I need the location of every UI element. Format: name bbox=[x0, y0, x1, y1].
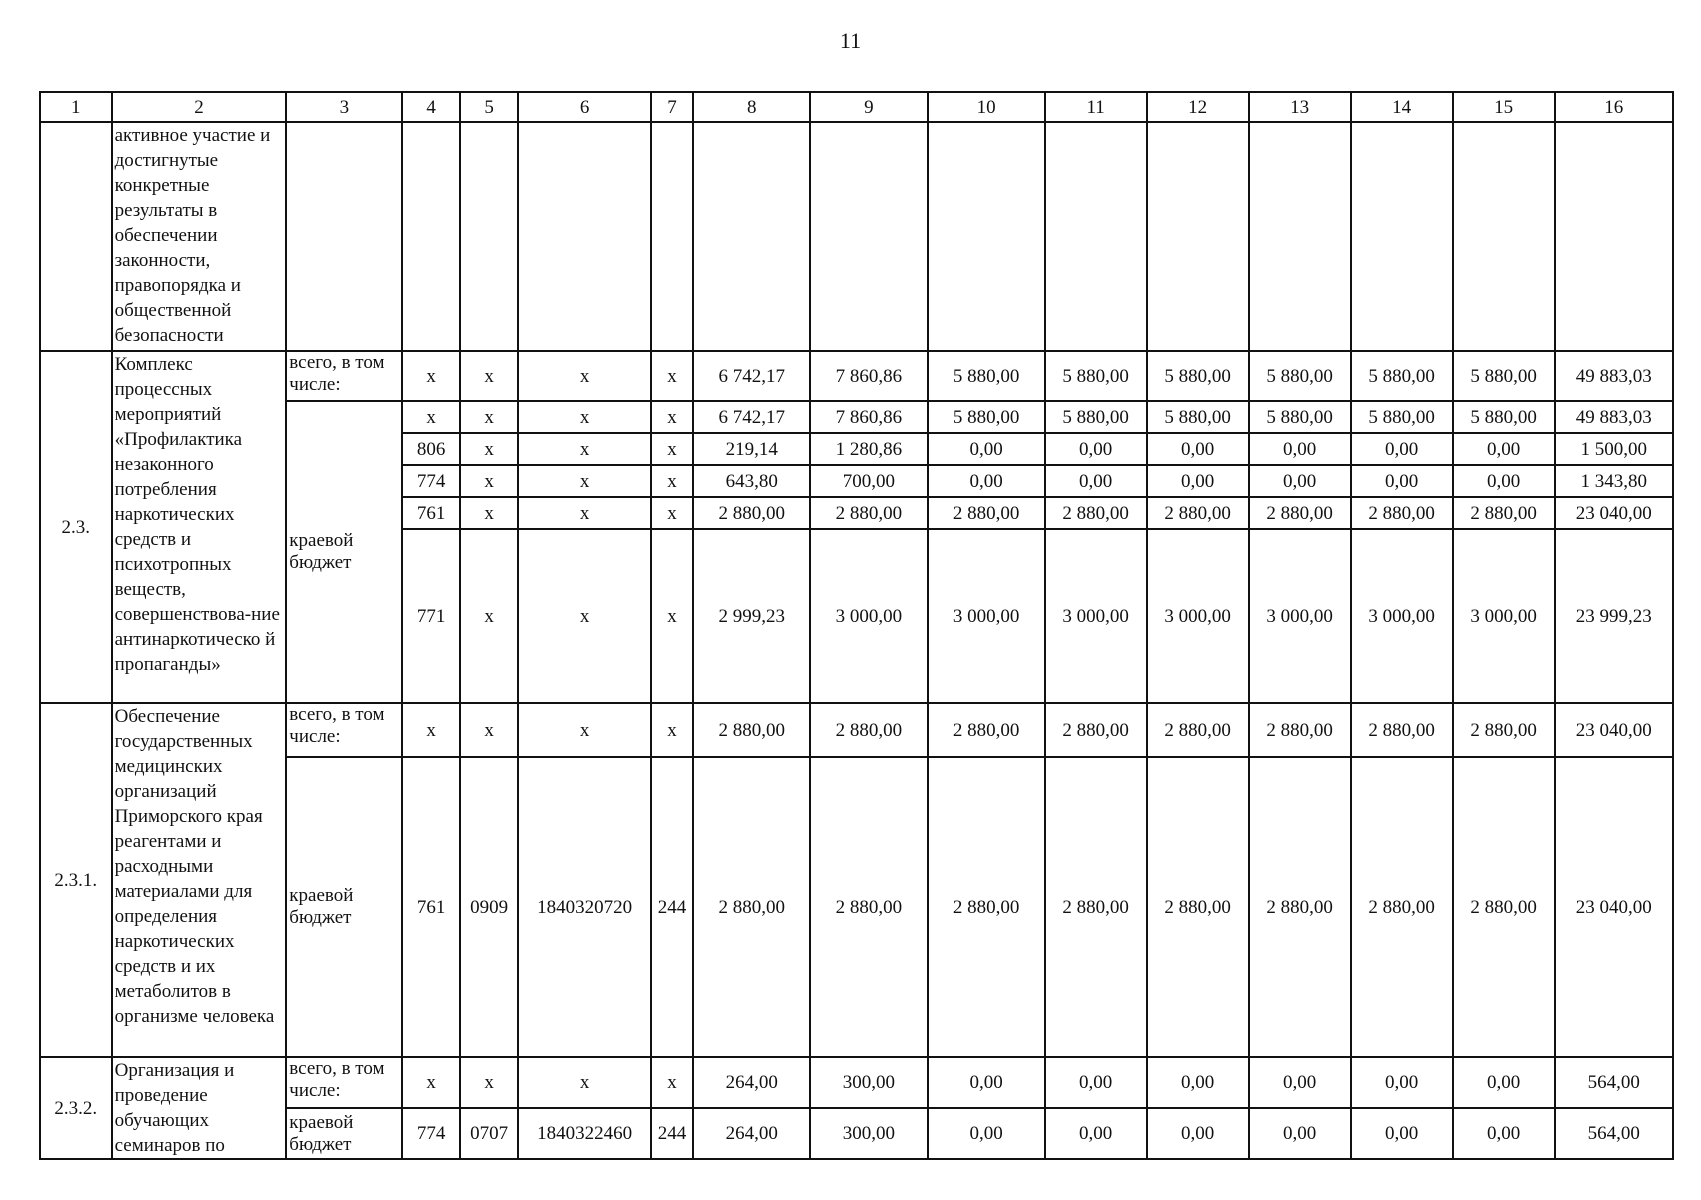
value-cell: x bbox=[402, 703, 460, 757]
empty-cell bbox=[1045, 122, 1147, 351]
value-cell: 761 bbox=[402, 757, 460, 1057]
value-cell: 2 880,00 bbox=[1045, 757, 1147, 1057]
value-cell: 0,00 bbox=[1147, 465, 1249, 497]
header-cell: 7 bbox=[651, 92, 693, 122]
value-cell: 2 880,00 bbox=[1147, 757, 1249, 1057]
empty-cell bbox=[1453, 122, 1555, 351]
section-description: Комплекс процессных мероприятий «Профилактика незаконного потребления наркотических средств и психотропных веществ, совершенствова-ние антинаркотическо й пропаганды» bbox=[112, 351, 287, 703]
value-cell: x bbox=[518, 529, 650, 703]
value-cell: 2 880,00 bbox=[1351, 757, 1453, 1057]
value-cell: 0,00 bbox=[1249, 433, 1351, 465]
value-cell: 0,00 bbox=[1351, 465, 1453, 497]
value-cell: 2 880,00 bbox=[928, 703, 1045, 757]
value-cell: 264,00 bbox=[693, 1108, 810, 1159]
value-cell: 2 880,00 bbox=[1453, 497, 1555, 529]
total-label: всего, в том числе: bbox=[286, 1057, 402, 1108]
value-cell: 0,00 bbox=[1351, 1108, 1453, 1159]
value-cell: 1 280,86 bbox=[810, 433, 927, 465]
section-description: Организация и проведение обучающих семинаров по bbox=[112, 1057, 287, 1159]
value-cell: 0,00 bbox=[928, 1108, 1045, 1159]
value-cell: x bbox=[460, 703, 519, 757]
value-cell: 5 880,00 bbox=[1453, 401, 1555, 433]
value-cell: 5 880,00 bbox=[928, 401, 1045, 433]
value-cell: 0,00 bbox=[1249, 465, 1351, 497]
value-cell: x bbox=[460, 433, 519, 465]
header-cell: 14 bbox=[1351, 92, 1453, 122]
value-cell: 0,00 bbox=[1453, 1057, 1555, 1108]
value-cell: 0,00 bbox=[1453, 433, 1555, 465]
page-number: 11 bbox=[839, 28, 862, 53]
value-cell: 3 000,00 bbox=[1147, 529, 1249, 703]
value-cell: 2 880,00 bbox=[1351, 497, 1453, 529]
value-cell: 1840322460 bbox=[518, 1108, 650, 1159]
value-cell: 23 040,00 bbox=[1555, 497, 1673, 529]
value-cell: 0707 bbox=[460, 1108, 519, 1159]
value-cell: 2 880,00 bbox=[693, 703, 810, 757]
value-cell: 771 bbox=[402, 529, 460, 703]
value-cell: 5 880,00 bbox=[1351, 351, 1453, 401]
value-cell: x bbox=[460, 351, 519, 401]
value-cell: 1 500,00 bbox=[1555, 433, 1673, 465]
value-cell: 264,00 bbox=[693, 1057, 810, 1108]
empty-cell bbox=[40, 122, 112, 351]
value-cell: 219,14 bbox=[693, 433, 810, 465]
header-cell: 16 bbox=[1555, 92, 1673, 122]
value-cell: x bbox=[460, 1057, 519, 1108]
value-cell: x bbox=[460, 529, 519, 703]
value-cell: 5 880,00 bbox=[1249, 351, 1351, 401]
value-cell: x bbox=[651, 1057, 693, 1108]
value-cell: 3 000,00 bbox=[1453, 529, 1555, 703]
value-cell: 5 880,00 bbox=[1147, 351, 1249, 401]
section-id: 2.3.1. bbox=[40, 703, 112, 1057]
total-label: всего, в том числе: bbox=[286, 351, 402, 401]
value-cell: 300,00 bbox=[810, 1108, 927, 1159]
value-cell: 2 880,00 bbox=[1351, 703, 1453, 757]
value-cell: 23 999,23 bbox=[1555, 529, 1673, 703]
value-cell: 806 bbox=[402, 433, 460, 465]
value-cell: 2 880,00 bbox=[1453, 757, 1555, 1057]
value-cell: x bbox=[518, 465, 650, 497]
value-cell: 0,00 bbox=[1147, 1108, 1249, 1159]
value-cell: x bbox=[518, 497, 650, 529]
value-cell: x bbox=[460, 401, 519, 433]
value-cell: 5 880,00 bbox=[1045, 351, 1147, 401]
value-cell: 643,80 bbox=[693, 465, 810, 497]
value-cell: 2 880,00 bbox=[928, 757, 1045, 1057]
empty-cell bbox=[1249, 122, 1351, 351]
value-cell: 2 880,00 bbox=[1249, 497, 1351, 529]
empty-cell bbox=[693, 122, 810, 351]
empty-cell bbox=[518, 122, 650, 351]
value-cell: 2 880,00 bbox=[1453, 703, 1555, 757]
value-cell: x bbox=[402, 1057, 460, 1108]
value-cell: 7 860,86 bbox=[810, 401, 927, 433]
value-cell: 5 880,00 bbox=[928, 351, 1045, 401]
value-cell: 2 880,00 bbox=[810, 497, 927, 529]
value-cell: 0,00 bbox=[1351, 433, 1453, 465]
value-cell: 0,00 bbox=[1453, 1108, 1555, 1159]
empty-cell bbox=[286, 122, 402, 351]
value-cell: 774 bbox=[402, 465, 460, 497]
header-cell: 8 bbox=[693, 92, 810, 122]
header-cell: 6 bbox=[518, 92, 650, 122]
header-cell: 4 bbox=[402, 92, 460, 122]
value-cell: 0,00 bbox=[1147, 433, 1249, 465]
value-cell: 49 883,03 bbox=[1555, 401, 1673, 433]
value-cell: 2 880,00 bbox=[810, 757, 927, 1057]
value-cell: 5 880,00 bbox=[1147, 401, 1249, 433]
header-cell: 5 bbox=[460, 92, 519, 122]
value-cell: 6 742,17 bbox=[693, 401, 810, 433]
value-cell: x bbox=[518, 1057, 650, 1108]
header-cell: 12 bbox=[1147, 92, 1249, 122]
value-cell: x bbox=[651, 433, 693, 465]
value-cell: 774 bbox=[402, 1108, 460, 1159]
value-cell: 0,00 bbox=[1147, 1057, 1249, 1108]
value-cell: 1 343,80 bbox=[1555, 465, 1673, 497]
value-cell: x bbox=[518, 703, 650, 757]
total-label: всего, в том числе: bbox=[286, 703, 402, 757]
value-cell: 49 883,03 bbox=[1555, 351, 1673, 401]
value-cell: 0,00 bbox=[928, 465, 1045, 497]
value-cell: 5 880,00 bbox=[1249, 401, 1351, 433]
value-cell: x bbox=[651, 703, 693, 757]
empty-cell bbox=[651, 122, 693, 351]
value-cell: 5 880,00 bbox=[1045, 401, 1147, 433]
value-cell: 0,00 bbox=[1249, 1108, 1351, 1159]
value-cell: x bbox=[651, 351, 693, 401]
value-cell: 0,00 bbox=[1045, 433, 1147, 465]
value-cell: 564,00 bbox=[1555, 1057, 1673, 1108]
value-cell: 2 999,23 bbox=[693, 529, 810, 703]
value-cell: 23 040,00 bbox=[1555, 703, 1673, 757]
value-cell: 5 880,00 bbox=[1453, 351, 1555, 401]
value-cell: x bbox=[518, 433, 650, 465]
value-cell: 2 880,00 bbox=[928, 497, 1045, 529]
value-cell: x bbox=[460, 497, 519, 529]
empty-cell bbox=[1147, 122, 1249, 351]
empty-cell bbox=[402, 122, 460, 351]
value-cell: 0,00 bbox=[1249, 1057, 1351, 1108]
value-cell: 0,00 bbox=[928, 433, 1045, 465]
value-cell: 3 000,00 bbox=[1045, 529, 1147, 703]
value-cell: 3 000,00 bbox=[810, 529, 927, 703]
value-cell: 2 880,00 bbox=[1045, 497, 1147, 529]
value-cell: x bbox=[402, 401, 460, 433]
value-cell: x bbox=[460, 465, 519, 497]
value-cell: 700,00 bbox=[810, 465, 927, 497]
value-cell: 2 880,00 bbox=[1147, 703, 1249, 757]
value-cell: 300,00 bbox=[810, 1057, 927, 1108]
value-cell: x bbox=[651, 401, 693, 433]
value-cell: 2 880,00 bbox=[1147, 497, 1249, 529]
header-cell: 3 bbox=[286, 92, 402, 122]
section-id: 2.3.2. bbox=[40, 1057, 112, 1159]
header-cell: 15 bbox=[1453, 92, 1555, 122]
value-cell: 3 000,00 bbox=[928, 529, 1045, 703]
value-cell: 0,00 bbox=[1045, 1057, 1147, 1108]
continuation-description: активное участие и достигнутые конкретные результаты в обеспечении законности, правопорядка и общественной безопасности bbox=[112, 122, 287, 351]
value-cell: 7 860,86 bbox=[810, 351, 927, 401]
table-row bbox=[40, 351, 1673, 401]
value-cell: 0,00 bbox=[928, 1057, 1045, 1108]
empty-cell bbox=[928, 122, 1045, 351]
value-cell: 0,00 bbox=[1351, 1057, 1453, 1108]
header-row bbox=[40, 92, 1673, 122]
value-cell: 2 880,00 bbox=[1045, 703, 1147, 757]
empty-cell bbox=[1351, 122, 1453, 351]
value-cell: 5 880,00 bbox=[1351, 401, 1453, 433]
value-cell: 6 742,17 bbox=[693, 351, 810, 401]
value-cell: x bbox=[402, 351, 460, 401]
value-cell: 2 880,00 bbox=[693, 757, 810, 1057]
empty-cell bbox=[810, 122, 927, 351]
value-cell: x bbox=[518, 351, 650, 401]
value-cell: 761 bbox=[402, 497, 460, 529]
budget-table bbox=[39, 91, 1674, 1160]
budget-table-wrapper bbox=[39, 91, 1674, 1160]
value-cell: 23 040,00 bbox=[1555, 757, 1673, 1057]
value-cell: x bbox=[651, 497, 693, 529]
header-cell: 9 bbox=[810, 92, 927, 122]
header-cell: 10 bbox=[928, 92, 1045, 122]
header-cell: 2 bbox=[112, 92, 287, 122]
value-cell: 2 880,00 bbox=[810, 703, 927, 757]
value-cell: 2 880,00 bbox=[1249, 757, 1351, 1057]
budget-label: краевой бюджет bbox=[286, 757, 402, 1057]
empty-cell bbox=[1555, 122, 1673, 351]
table-row bbox=[40, 1057, 1673, 1108]
value-cell: 2 880,00 bbox=[1249, 703, 1351, 757]
section-description: Обеспечение государственных медицинских организаций Приморского края реагентами и расходными материалами для определения наркотических средств и их метаболитов в организме человека bbox=[112, 703, 287, 1057]
header-cell: 1 bbox=[40, 92, 112, 122]
value-cell: 0,00 bbox=[1045, 465, 1147, 497]
header-cell: 11 bbox=[1045, 92, 1147, 122]
continuation-row bbox=[40, 122, 1673, 351]
value-cell: x bbox=[518, 401, 650, 433]
value-cell: 0,00 bbox=[1045, 1108, 1147, 1159]
section-id: 2.3. bbox=[40, 351, 112, 703]
table-row bbox=[40, 703, 1673, 757]
value-cell: 0909 bbox=[460, 757, 519, 1057]
header-cell: 13 bbox=[1249, 92, 1351, 122]
budget-label: краевой бюджет bbox=[286, 1108, 402, 1159]
value-cell: 244 bbox=[651, 1108, 693, 1159]
value-cell: 3 000,00 bbox=[1249, 529, 1351, 703]
value-cell: x bbox=[651, 529, 693, 703]
value-cell: 3 000,00 bbox=[1351, 529, 1453, 703]
empty-cell bbox=[460, 122, 519, 351]
value-cell: 1840320720 bbox=[518, 757, 650, 1057]
value-cell: 564,00 bbox=[1555, 1108, 1673, 1159]
value-cell: 0,00 bbox=[1453, 465, 1555, 497]
value-cell: 2 880,00 bbox=[693, 497, 810, 529]
value-cell: x bbox=[651, 465, 693, 497]
value-cell: 244 bbox=[651, 757, 693, 1057]
budget-label: краевой бюджет bbox=[286, 401, 402, 703]
